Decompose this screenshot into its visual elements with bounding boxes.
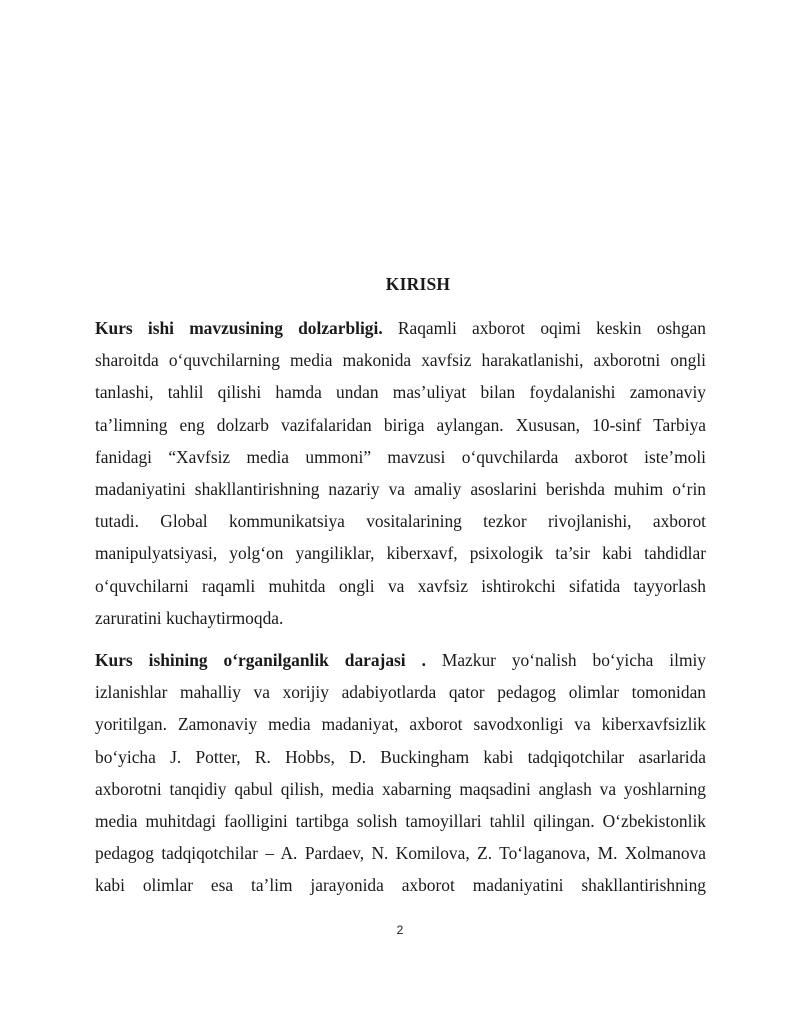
paragraph-line: ta’limning eng dolzarb vazifalaridan biriga aylangan. Xususan, 10-sinf Tarbiya <box>95 414 706 435</box>
paragraph-line: madaniyatini shakllantirishning nazariy va amaliy asoslarini berishda muhim o‘rin <box>95 479 706 500</box>
paragraph-line: izlanishlar mahalliy va xorijiy adabiyotlarda qator pedagog olimlar tomonidan <box>95 682 706 703</box>
paragraph-line: manipulyatsiyasi, yolg‘on yangiliklar, kiberxavf, psixologik ta’sir kabi tahdidlar <box>95 543 706 564</box>
paragraph-line: axborotni tanqidiy qabul qilish, media xabarning maqsadini anglash va yoshlarning <box>95 778 706 799</box>
paragraph-text: Mazkur yo‘nalish bo‘yicha ilmiy <box>425 650 706 670</box>
paragraph-line: sharoitda o‘quvchilarning media makonida xavfsiz harakatlanishi, axborotni ongli <box>95 350 706 371</box>
paragraph-line: tanlashi, tahlil qilishi hamda undan mas’uliyat bilan foydalanishi zamonaviy <box>95 382 706 403</box>
paragraph-line: yoritilgan. Zamonaviy media madaniyat, axborot savodxonligi va kiberxavfsizlik <box>95 714 706 735</box>
paragraph-line: zaruratini kuchaytirmoqda. <box>95 607 284 628</box>
page-number: 2 <box>396 923 404 937</box>
paragraph-line: pedagog tadqiqotchilar – A. Pardaev, N. Komilova, Z. To‘laganova, M. Xolmanova <box>95 843 706 864</box>
paragraph-study-level <box>95 644 706 902</box>
paragraph-line: o‘quvchilarni raqamli muhitda ongli va xavfsiz ishtirokchi sifatida tayyorlash <box>95 575 706 596</box>
paragraph-line: bo‘yicha J. Potter, R. Hobbs, D. Buckingham kabi tadqiqotchilar asarlarida <box>95 746 706 767</box>
paragraph-line: kabi olimlar esa ta’lim jarayonida axborot madaniyatini shakllantirishning <box>95 875 706 896</box>
paragraph-lead-bold: Kurs ishining o‘rganilganlik darajasi . <box>95 650 426 670</box>
paragraph-line <box>95 644 706 676</box>
paragraph-line <box>95 312 706 344</box>
paragraph-lead-bold: Kurs ishi mavzusining dolzarbligi. <box>95 318 383 338</box>
paragraph-line: fanidagi “Xavfsiz media ummoni” mavzusi o‘quvchilarda axborot iste’moli <box>95 446 706 467</box>
section-heading: KIRISH <box>385 274 451 294</box>
paragraph-text: Raqamli axborot oqimi keskin oshgan <box>382 318 706 338</box>
paragraph-relevance <box>95 312 706 634</box>
paragraph-line: tutadi. Global kommunikatsiya vositalarining tezkor rivojlanishi, axborot <box>95 511 706 532</box>
paragraph-line: media muhitdagi faolligini tartibga solish tamoyillari tahlil qilingan. O‘zbekistonlik <box>95 811 706 832</box>
